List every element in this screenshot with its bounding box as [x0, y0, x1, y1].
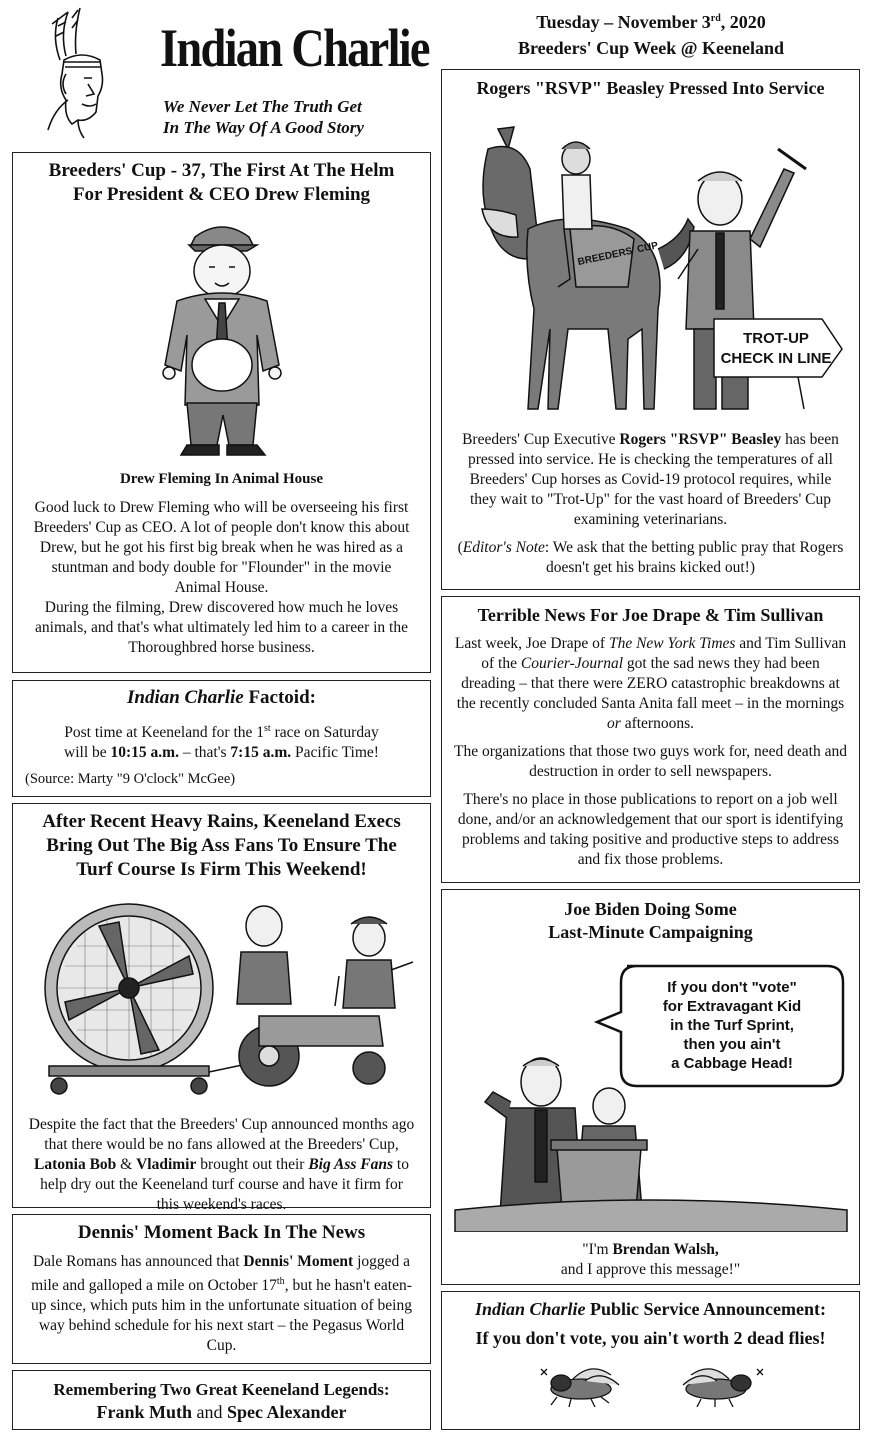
beasley-body: Breeders' Cup Executive Rogers "RSVP" Beasley has been pressed into service. He is checking the temperatures of all Breeders' Cup horses as Covid-19 protocol requires, while they wait to "Trot-Up" for the vast hoard of Breeders' Cup examining veterinarians.: [462, 431, 839, 528]
fans-headline: After Recent Heavy Rains, Keeneland Execs Bring Out The Big Ass Fans To Ensure The Turf Course Is Firm This Weekend!: [42, 811, 401, 880]
drape-paragraph-1: Last week, Joe Drape of The New York Times and Tim Sullivan of the Courier-Journal got the sad news they had been dreading – that there were ZERO catastrophic breakdowns at the recently concluded Santa Anita fall meet – in the mornings or afternoons.: [454, 635, 847, 732]
saddle-cloth-text: BREEDERS' CUP: [576, 240, 660, 269]
indian-head-logo-icon: [38, 4, 118, 139]
beasley-headline: Rogers "RSVP" Beasley Pressed Into Service: [476, 78, 825, 98]
factoid-box: [12, 680, 431, 797]
factoid-source: (Source: Marty "9 O'clock" McGee): [25, 771, 236, 788]
trot-up-sign-line-1: TROT-UP: [743, 330, 809, 347]
masthead-title: Indian Charlie: [160, 18, 429, 78]
issue-date: Tuesday – November 3rd, 2020 Breeders' Cup Week @ Keeneland: [445, 6, 857, 61]
big-fan-tractor-cartoon: [29, 896, 414, 1101]
drew-fleming-cartoon: [147, 215, 297, 465]
factoid-title: Indian Charlie Factoid:: [127, 687, 316, 708]
speech-bubble-line-1: If you don't "vote": [666, 979, 797, 996]
psa-box: [441, 1291, 860, 1430]
biden-caption: "I'm Brendan Walsh, and I approve this message!": [560, 1241, 741, 1278]
fleming-body-1: Good luck to Drew Fleming who will be overseeing his first Breeders' Cup as CEO. A lot of people don't know this about Drew, but he got his first big break when he was hired as a stuntman and body double for "Flounder" in the movie Animal House.: [33, 499, 410, 596]
fleming-body-2: During the filming, Drew discovered how much he loves animals, and that's what ultimately led him to a career in the Thoroughbred horse business.: [35, 599, 408, 656]
fleming-caption: Drew Fleming In Animal House: [119, 471, 324, 487]
biden-walsh-cartoon: [451, 952, 851, 1232]
dennis-body: Dale Romans has announced that Dennis' Moment jogged a mile and galloped a mile on October 17th, but he hasn't eaten-up since, which puts him in the unfortunate situation of being way behind schedule for his next start – the Pegasus World Cup.: [31, 1253, 412, 1355]
factoid-text: Post time at Keeneland for the 1st race on Saturday will be 10:15 a.m. – that's 7:15 a.m. Pacific Time!: [64, 723, 379, 762]
speech-bubble-line-3: in the Turf Sprint,: [669, 1017, 794, 1034]
beasley-horse-cartoon: [458, 109, 843, 424]
biden-headline: Joe Biden Doing Some Last-Minute Campaigning: [548, 899, 753, 942]
legends-names: Frank Muth and Spec Alexander: [96, 1402, 347, 1422]
biden-article: [441, 889, 860, 1285]
fans-body: Despite the fact that the Breeders' Cup announced months ago that there would be no fans allowed at the Breeders' Cup, Latonia Bob & Vladimir brought out their Big Ass Fans to help dry out the Keeneland turf course and have it firm for this weekend's races.: [28, 1116, 415, 1213]
fleming-headline: Breeders' Cup - 37, The First At The Helm For President & CEO Drew Fleming: [48, 160, 395, 205]
drape-paragraph-2: The organizations that those two guys work for, need death and destruction in order to sell newspapers.: [454, 743, 847, 780]
legends-headline: Remembering Two Great Keeneland Legends:: [53, 1380, 390, 1399]
speech-bubble-line-4: then you ain't: [683, 1036, 780, 1053]
beasley-article: [441, 69, 860, 590]
dennis-article: [12, 1214, 431, 1364]
beasley-editors-note: (Editor's Note: We ask that the betting public pray that Rogers doesn't get his brains kicked out!): [457, 539, 844, 576]
legends-box: [12, 1370, 431, 1430]
masthead-tagline: We Never Let The Truth Get In The Way Of A Good Story: [163, 97, 364, 137]
trot-up-sign-line-2: CHECK IN LINE: [720, 350, 832, 367]
fans-article: [12, 803, 431, 1213]
event-week: Breeders' Cup Week @ Keeneland: [517, 38, 785, 58]
psa-line: If you don't vote, you ain't worth 2 dead flies!: [475, 1328, 826, 1348]
dead-flies-icon: [501, 1357, 801, 1407]
speech-bubble-line-2: for Extravagant Kid: [662, 998, 801, 1015]
drape-article: [441, 596, 860, 883]
drape-paragraph-3: There's no place in those publications to report on a job well done, and/or an acknowledgement that our sport is identifying problems and taking positive and productive steps to address and fix those problems.: [457, 791, 844, 868]
psa-title: Indian Charlie Public Service Announcement:: [474, 1299, 827, 1319]
dennis-headline: Dennis' Moment Back In The News: [77, 1222, 366, 1243]
speech-bubble-line-5: a Cabbage Head!: [670, 1055, 793, 1072]
drape-headline: Terrible News For Joe Drape & Tim Sullivan: [477, 605, 824, 625]
fleming-article: [12, 152, 431, 673]
